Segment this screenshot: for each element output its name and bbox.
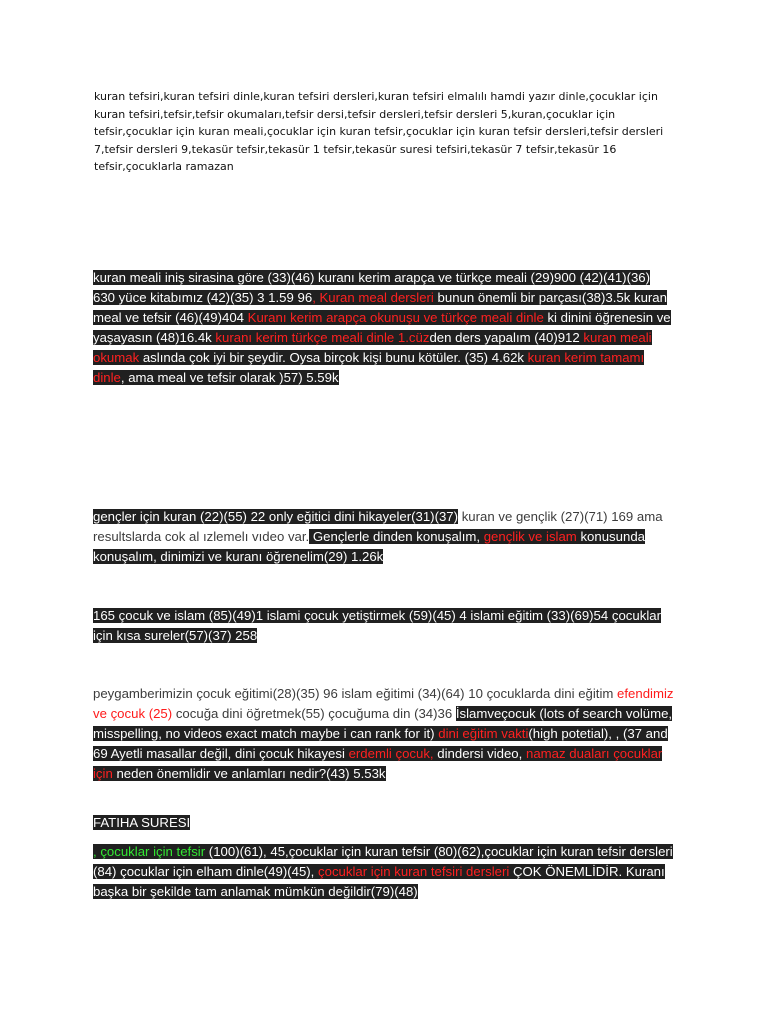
highlighted-text: (high potetial), , (37 and 69 Ayetli masallar değil, dini çocuk hikayesi: [93, 726, 668, 761]
plain-text: peygamberimizin çocuk eğitimi(28)(35) 96 islam eğitimi (34)(64) 10 çocuklarda dini eğitim: [93, 686, 618, 701]
keyword-link: namaz duaları çocuklar için: [93, 746, 663, 781]
highlighted-text: dindersi video,: [433, 746, 526, 761]
keyword-link: kuran kerim tamamı dinle: [93, 350, 645, 385]
paragraph-cocuklar-icin-tefsir: [93, 842, 675, 902]
keyword-list: kuran tefsiri,kuran tefsiri dinle,kuran tefsiri dersleri,kuran tefsiri elmalılı hamdi yazır dinle,çocuklar için kuran tefsiri,tefsir,tefsir okumaları,tefsir dersi,tefsir dersleri,tefsir dersleri 5,kuran,çocuklar için tefsir,çocuklar için kuran meali,çocuklar için kuran tefsir,çocuklar için kuran tefsir dersleri,tefsir dersleri 7,tefsir dersleri 9,tekasür tefsir,tekasür 1 tefsir,tekasür suresi tefsiri,tekasür 7 tefsir,tekasür 16 tefsir,çocuklarla ramazan: [94, 90, 664, 173]
keyword-link: kuran meali okumak: [93, 330, 652, 365]
highlighted-text: 165 çocuk ve islam (85)(49)1 islami çocuk yetiştirmek (59)(45) 4 islami eğitim (33)(69)54 çocuklar için kısa sureler(57)(37) 258: [93, 608, 661, 643]
highlighted-text: den ders yapalım: [429, 330, 531, 345]
highlighted-text: neden önemlidir ve anlamları nedir?(43) 5.53k: [112, 766, 386, 781]
plain-text: cocuğa dini öğretmek(55) çocuğuma din (34)36: [172, 706, 456, 721]
keyword-link: erdemli çocuk,: [348, 746, 434, 761]
keyword-link: efendimiz ve çocuk (25): [93, 686, 674, 721]
paragraph-cocuk-ve-islam: [93, 606, 675, 646]
highlighted-text: aslında çok iyi bir şeydir. Oysa birçok kişi bunu kötüler. (35) 4.62k: [139, 350, 528, 365]
paragraph-cocuk-egitimi: [93, 684, 675, 784]
paragraph-kuran-meali: [93, 268, 675, 388]
keyword-link: , Kuran meal dersleri: [312, 290, 434, 305]
highlighted-text: bunun önemli bir parçası(38)3.5k kuran meal ve tefsir (46)(49)404: [93, 290, 667, 325]
highlighted-text: kuran meali iniş sirasina göre (33)(46) kuranı kerim arapça ve türkçe meali (29)900 (42)(41)(36) 630 yüce kitabımız (42)(35) 3 1.59 96: [93, 270, 651, 305]
highlighted-text: Gençlerle dinden konuşalım,: [309, 529, 484, 544]
keyword-link: kuranı kerim türkçe meali dinle 1.cüz: [215, 330, 430, 345]
highlighted-text: konusunda konuşalım, dinimizi ve kuranı öğrenelim(29) 1.26k: [93, 529, 645, 564]
keyword-link: gençlik ve islam: [483, 529, 577, 544]
highlighted-text: (100)(61), 45,çocuklar için kuran tefsir (80)(62),çocuklar için kuran tefsir dersleri (84) çocuklar için elham dinle(49)(45),: [93, 844, 673, 879]
highlighted-text: , ama meal ve tefsir olarak )57) 5.59k: [120, 370, 339, 385]
highlighted-text: İslamveçocuk (lots of search volüme, misspelling, no videos exact match maybe i can rank for it): [93, 706, 673, 741]
keyword-link: Kuranı kerim arapça okunuşu ve türkçe meali dinle: [247, 310, 544, 325]
highlighted-text: ÇOK ÖNEMLİDİR. Kuranı başka bir şekilde tam anlamak mümkün değildir(79)(48): [93, 864, 665, 899]
paragraph-gencler: [93, 507, 675, 567]
keyword-link: çocuklar için kuran tefsiri dersleri: [318, 864, 510, 879]
highlighted-text: ki dinini öğrenesin ve yaşayasın (48)16.4k: [93, 310, 671, 345]
plain-text: kuran ve gençlik (27)(71) 169 ama resultslarda cok al ızlemelı vıdeo var.: [93, 509, 663, 544]
keyword-link: , çocuklar için tefsir: [93, 844, 206, 859]
highlighted-text: (40)912: [530, 330, 584, 345]
highlighted-text: FATIHA SURESI: [93, 815, 191, 830]
section-heading-fatiha: [93, 813, 675, 833]
keyword-link: dini eğitim vakti: [438, 726, 529, 741]
highlighted-text: gençler için kuran (22)(55) 22 only eğitici dini hikayeler(31)(37): [93, 509, 459, 524]
